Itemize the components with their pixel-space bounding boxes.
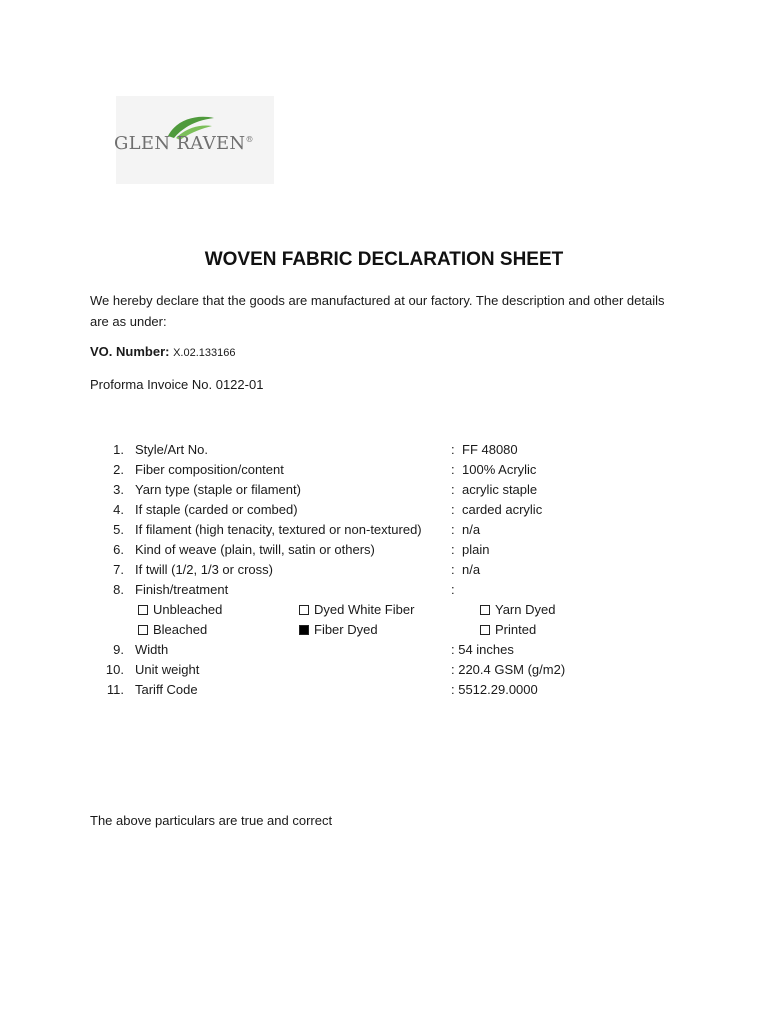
option-label: Unbleached <box>153 602 223 617</box>
option-label: Dyed White Fiber <box>314 602 415 617</box>
item-label: Fiber composition/content <box>135 462 284 477</box>
item-label: Tariff Code <box>135 682 198 697</box>
checkbox[interactable] <box>480 605 490 615</box>
finish-option-printed[interactable] <box>480 620 536 640</box>
item-value: plain <box>462 542 490 557</box>
vo-number <box>90 344 235 359</box>
item-number: 3. <box>113 482 124 497</box>
checkbox[interactable] <box>299 605 309 615</box>
list-item <box>0 660 768 680</box>
checkbox[interactable] <box>480 625 490 635</box>
checkbox[interactable] <box>138 625 148 635</box>
item-number: 1. <box>113 442 124 457</box>
item-label: If staple (carded or combed) <box>135 502 298 517</box>
item-label: Width <box>135 642 169 657</box>
item-number: 7. <box>113 562 124 577</box>
list-item <box>0 680 768 700</box>
item-colon: : <box>451 522 455 537</box>
item-value: n/a <box>462 522 481 537</box>
item-value: 100% Acrylic <box>462 462 537 477</box>
logo-text: GLEN RAVEN® <box>114 133 254 154</box>
finish-option-unbleached[interactable] <box>138 600 222 620</box>
list-item <box>0 580 768 600</box>
list-item <box>0 520 768 540</box>
item-number: 4. <box>113 502 124 517</box>
item-label: Kind of weave (plain, twill, satin or others) <box>135 542 375 557</box>
item-number: 5. <box>113 522 124 537</box>
list-item <box>0 640 768 660</box>
declaration-intro: We hereby declare that the goods are manufactured at our factory. The description and other details are as under: <box>90 293 665 329</box>
proforma-invoice: Proforma Invoice No. 0122-01 <box>90 377 264 392</box>
item-value: FF 48080 <box>462 442 518 457</box>
list-item <box>0 560 768 580</box>
item-number: 2. <box>113 462 124 477</box>
item-colon: : <box>451 542 455 557</box>
item-number: 11. <box>106 682 124 697</box>
item-value: : 220.4 GSM (g/m2) <box>451 662 566 677</box>
item-colon: : <box>451 442 455 457</box>
finish-option-fiber-dyed[interactable] <box>299 620 378 640</box>
item-label: Unit weight <box>135 662 200 677</box>
option-label: Fiber Dyed <box>314 622 378 637</box>
finish-option-bleached[interactable] <box>138 620 207 640</box>
finish-option-yarn-dyed[interactable] <box>480 600 555 620</box>
page-title: WOVEN FABRIC DECLARATION SHEET <box>204 249 564 270</box>
item-value: : 54 inches <box>451 642 514 657</box>
declaration-footer: The above particulars are true and correct <box>90 813 333 828</box>
item-value: n/a <box>462 562 481 577</box>
item-colon: : <box>451 562 455 577</box>
item-value: carded acrylic <box>462 502 543 517</box>
finish-option-dyed-white-fiber[interactable] <box>299 600 414 620</box>
item-label: Yarn type (staple or filament) <box>135 482 301 497</box>
item-label: Finish/treatment <box>135 582 229 597</box>
list-item <box>0 480 768 500</box>
item-number: 10. <box>105 662 124 677</box>
vo-label: VO. Number: <box>90 344 170 359</box>
item-value: acrylic staple <box>462 482 538 497</box>
item-value: : 5512.29.0000 <box>451 682 538 697</box>
checkbox[interactable] <box>299 625 309 635</box>
item-label: Style/Art No. <box>135 442 208 457</box>
list-item <box>0 500 768 520</box>
option-label: Bleached <box>153 622 208 637</box>
vo-value: X.02.133166 <box>173 347 236 359</box>
list-item <box>0 460 768 480</box>
list-item <box>0 440 768 460</box>
option-label: Yarn Dyed <box>495 602 556 617</box>
item-number: 6. <box>113 542 124 557</box>
checkbox[interactable] <box>138 605 148 615</box>
item-number: 9. <box>113 642 124 657</box>
item-number: 8. <box>113 582 124 597</box>
item-colon: : <box>451 582 455 597</box>
list-item <box>0 540 768 560</box>
item-colon: : <box>451 502 455 517</box>
option-label: Printed <box>495 622 537 637</box>
item-colon: : <box>451 482 455 497</box>
item-label: If filament (high tenacity, textured or non-textured) <box>135 522 422 537</box>
item-label: If twill (1/2, 1/3 or cross) <box>135 562 273 577</box>
item-colon: : <box>451 462 455 477</box>
